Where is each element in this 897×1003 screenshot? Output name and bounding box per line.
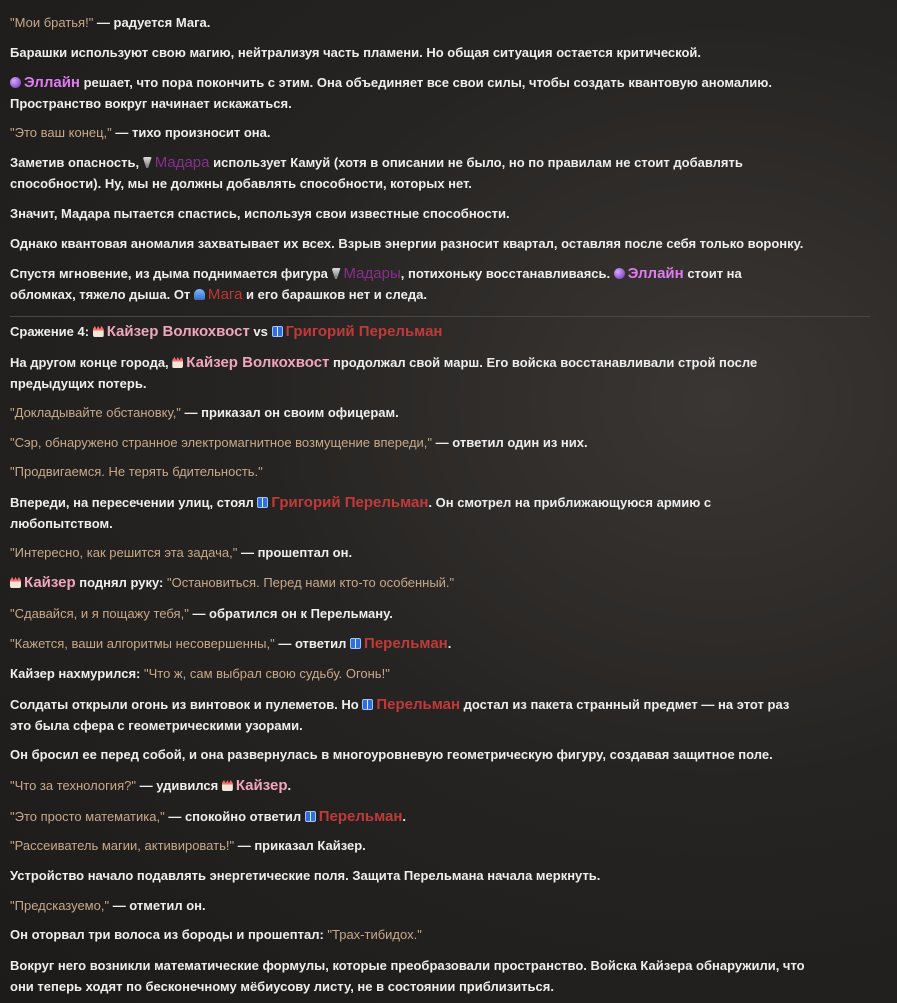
message [10,603,850,624]
text: Солдаты открыли огонь из винтовок и пулеметов. Но [10,697,363,712]
message [10,152,850,194]
quote: "Интересно, как решится эта задача," [10,545,238,560]
character-name-perelman: Григорий Перельман [271,494,429,511]
message [10,12,850,33]
quote: "Что за технология?" [10,778,136,793]
text: они теперь ходят по бесконечному мёбиусову листу, не в состоянии приблизиться. [10,979,554,994]
character-name-madara: Мадары [343,265,401,282]
text: — ответил один из них. [432,435,588,450]
text: На другом конце города, [10,355,173,370]
crystal-ball-icon [614,268,625,279]
text: — прошептал он. [237,545,353,560]
message [10,402,850,423]
message [10,955,850,997]
abacus-icon [305,811,316,822]
text: и его барашков нет и следа. [242,287,427,302]
text: Пространство вокруг начинает искажаться. [10,96,292,111]
message [10,775,850,796]
message [10,122,850,143]
abacus-icon [350,638,361,649]
text: — приказал он своим офицерам. [180,405,399,420]
crystal-ball-icon [10,77,21,88]
tornado-icon [332,268,341,279]
abacus-icon [257,497,268,508]
text: Спустя мгновение, из дыма поднимается фигура [10,266,332,281]
message [10,42,850,63]
quote: "Мои братья!" [10,15,94,30]
text: это была сфера с геометрическими узорами. [10,718,303,733]
message [10,203,850,224]
castle-icon [222,780,233,791]
text: Значит, Мадара пытается спастись, используя свои известные способности. [10,206,510,221]
text: достал из пакета странный предмет — на этот раз [460,697,790,712]
quote: "Сэр, обнаружено странное электромагнитное возмущение впереди," [10,435,433,450]
text: vs [249,324,272,339]
text: — ответил [274,636,351,651]
character-name-ellain: Эллайн [627,265,684,282]
text: Он оторвал три волоса из бороды и прошептал: [10,927,328,942]
quote: "Это просто математика," [10,809,165,824]
text: любопытством. [10,516,113,531]
text: Вокруг него возникли математические формулы, которые преобразовали пространство. Войска Кайзера обнаружили, что [10,958,805,973]
abacus-icon [362,699,373,710]
text: способности). Ну, мы не должны добавлять способности, которых нет. [10,176,472,191]
message [10,895,850,916]
castle-icon [10,577,21,588]
message [10,432,850,453]
message [10,663,850,684]
castle-icon [172,357,183,368]
text: — радуется Мага. [93,15,211,30]
text: — приказал Кайзер. [234,838,366,853]
text: предыдущих потерь. [10,376,147,391]
character-name-ellain: Эллайн [24,74,80,91]
quote: "Что ж, сам выбрал свою судьбу. Огонь!" [143,666,390,681]
character-name-perelman: Григорий Перельман [285,323,443,340]
text: стоит на [683,266,742,281]
character-name-kaiser: Кайзер [24,574,76,591]
message [10,233,850,254]
text: поднял руку: [75,575,167,590]
character-name-perelman: Перельман [376,696,461,713]
text: Впереди, на пересечении улиц, стоял [10,495,258,510]
quote: "Остановиться. Перед нами кто-то особенный." [166,575,455,590]
text: . Он смотрел на приближающуюся армию с [428,495,712,510]
text: Он бросил ее перед собой, и она развернулась в многоуровневую геометрическую фигуру, создавая защитное поле. [10,747,773,762]
character-name-kaiser: Кайзер Волкохвост [186,354,330,371]
abacus-icon [272,326,283,337]
text: . [447,636,452,651]
message [10,461,850,482]
quote: "Сдавайся, и я пощажу тебя," [10,606,189,621]
text: Однако квантовая аномалия захватывает их всех. Взрыв энергии разносит квартал, оставляя после себя только воронку. [10,236,804,251]
quote: "Это ваш конец," [10,125,112,140]
quote: "Трах-тибидох." [327,927,422,942]
message [10,542,850,563]
text: — спокойно ответил [164,809,305,824]
character-name-maga: Мага [207,286,243,303]
text: — отметил он. [109,898,206,913]
character-name-kaiser: Кайзер Волкохвост [106,323,250,340]
message [10,492,850,534]
quote: "Кажется, ваши алгоритмы несовершенны," [10,636,275,651]
text: Сражение 4: [10,324,93,339]
message [10,263,850,305]
tornado-icon [143,157,152,168]
message [10,633,850,654]
message [10,806,850,827]
text: использует Камуй (хотя в описании не было, но по правилам не стоит добавлять [209,155,743,170]
character-name-perelman: Перельман [364,635,448,652]
text: Барашки используют свою магию, нейтрализуя часть пламени. Но общая ситуация остается критической. [10,45,701,60]
quote: "Докладывайте обстановку," [10,405,181,420]
mage-icon [194,289,205,300]
message [10,835,850,856]
quote: "Предсказуемо," [10,898,110,913]
quote: "Продвигаемся. Не терять бдительность." [10,464,263,479]
message [10,924,850,945]
text: . [402,809,407,824]
message [10,694,850,736]
text: — обратился он к Перельману. [188,606,393,621]
message [10,72,850,114]
text: . [287,778,292,793]
text: Заметив опасность, [10,155,143,170]
text: продолжал свой марш. Его войска восстанавливали строй после [329,355,758,370]
text: — удивился [135,778,222,793]
castle-icon [93,326,104,337]
text: — тихо произносит она. [111,125,271,140]
message [10,352,850,394]
character-name-kaiser: Кайзер [235,777,288,794]
text: Кайзер нахмурился: [10,666,144,681]
character-name-madara: Мадара [154,154,210,171]
message [10,744,850,765]
message [10,865,850,886]
text: решает, что пора покончить с этим. Она объединяет все свои силы, чтобы создать квантовую аномалию. [79,75,773,90]
text: , потихоньку восстанавливаясь. [400,266,614,281]
quote: "Рассеиватель магии, активировать!" [10,838,235,853]
text: Устройство начало подавлять энергетические поля. Защита Перельмана начала меркнуть. [10,868,601,883]
battle-header [10,321,850,342]
divider [10,316,870,317]
character-name-perelman: Перельман [318,808,403,825]
message [10,572,850,593]
text: обломках, тяжело дыша. От [10,287,194,302]
